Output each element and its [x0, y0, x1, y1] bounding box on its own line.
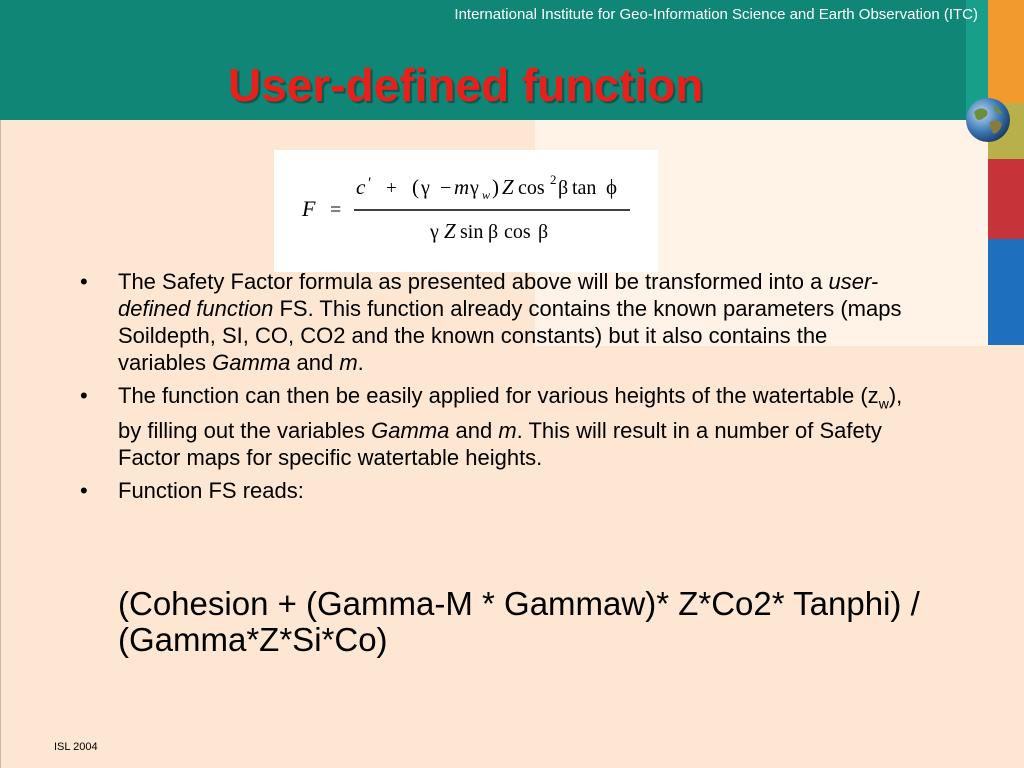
safety-factor-formula	[274, 150, 658, 272]
formula-w: w	[482, 188, 491, 202]
formula-prime: ′	[368, 175, 372, 192]
formula-gammaw: γ	[470, 177, 479, 199]
bullet-item: • The Safety Factor formula as presented above will be transformed into a user-defined function FS. This function already contains the known parameters (maps Soildepth, SI, CO, CO2 and the known constants) but it also contains the variables Gamma and m.	[80, 269, 902, 375]
accent-stripe-red	[988, 159, 1024, 239]
globe-icon	[964, 96, 1012, 144]
formula-sq: 2	[550, 172, 557, 187]
institute-name: International Institute for Geo-Information Science and Earth Observation (ITC)	[454, 6, 978, 23]
formula-cos: cos	[518, 177, 545, 199]
formula-open: (	[412, 175, 419, 199]
formula-c: c	[356, 175, 366, 199]
formula-den-gamma: γ	[430, 221, 439, 243]
bullet-item: • Function FS reads:	[80, 478, 304, 504]
formula-lhs: F	[302, 196, 316, 221]
formula-den-beta: β	[488, 221, 499, 243]
formula-den-z: Z	[444, 219, 456, 243]
bullet-list	[70, 268, 910, 510]
bullet-dot: •	[80, 478, 88, 504]
bullet-dot: •	[80, 269, 88, 294]
formula-phi: ϕ	[606, 175, 618, 199]
footer-label: ISL 2004	[54, 741, 98, 753]
left-rule	[0, 120, 1, 768]
formula-den-sin: sin	[460, 221, 484, 243]
accent-stripe-orange	[988, 0, 1024, 103]
bullet-dot: •	[80, 383, 88, 408]
formula-z: Z	[502, 175, 514, 199]
formula-minus: −	[440, 177, 452, 199]
formula-den-beta2: β	[538, 221, 549, 243]
formula-close: )	[492, 175, 499, 199]
formula-den-cos: cos	[504, 221, 531, 243]
slide-title: User-defined function	[228, 59, 704, 111]
formula-beta: β	[558, 177, 569, 199]
fs-function-text: (Cohesion + (Gamma-M * Gammaw)* Z*Co2* Tanphi) / (Gamma*Z*Si*Co)	[118, 585, 920, 658]
formula-gamma: γ	[421, 177, 430, 199]
formula-plus: +	[386, 178, 397, 199]
formula-equals: =	[330, 199, 342, 221]
bullet-item: • The function can then be easily applied for various heights of the watertable $(z_w)$, by filling out the variables Gamma and m. This will result in a number of Safety Factor maps for specific watertable heights.	[80, 383, 903, 471]
accent-stripe-blue	[988, 239, 1024, 345]
formula-tan: tan	[572, 177, 597, 199]
formula-m: m	[454, 175, 470, 199]
